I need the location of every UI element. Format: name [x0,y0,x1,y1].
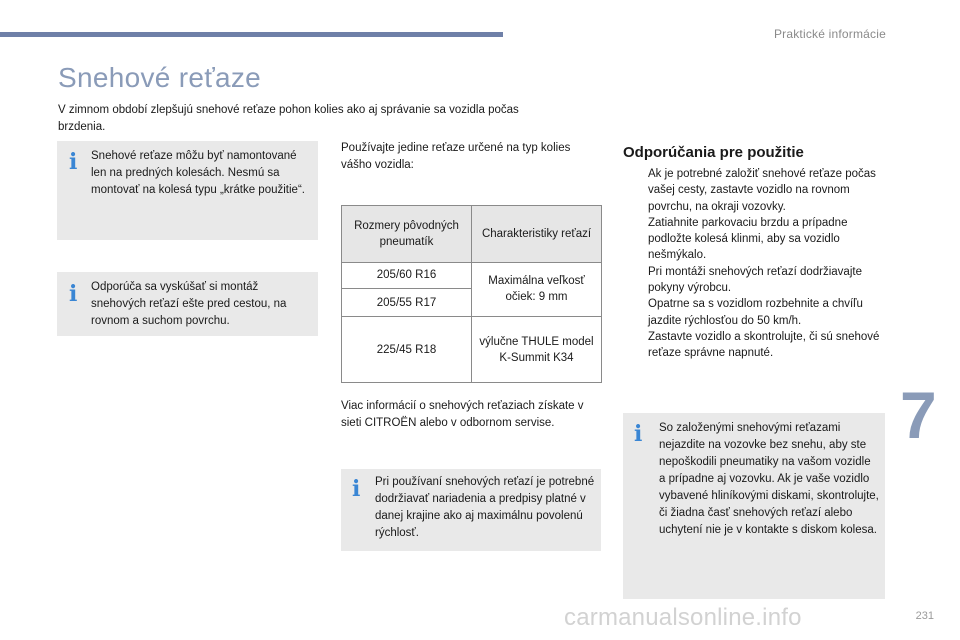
recommendations-heading: Odporúčania pre použitie [623,144,804,161]
table-header-chain-spec: Charakteristiky reťazí [472,206,602,263]
table-cell-chain-merged: Maximálna veľkosť očiek: 9 mm [472,262,602,317]
info-text: Pri používaní snehových reťazí je potrebné dodržiavať nariadenia a predpisy platné v danej krajine ako aj maximálnu povolenú rýchlosť. [375,476,595,539]
info-icon: i [69,281,78,307]
snow-chains-table [341,205,602,383]
list-item: Pri montáži snehových reťazí dodržiavajte pokyny výrobcu. [648,265,862,295]
list-item: Ak je potrebné založiť snehové reťaze počas vašej cesty, zastavte vozidlo na rovnom povrchu, na okraji vozovky. [648,168,876,213]
section-label: Praktické informácie [773,27,886,41]
page-number: 231 [915,610,934,622]
recommendations-list [623,166,885,362]
info-icon: i [69,149,78,175]
info-box-test-fitting [57,272,318,336]
table-row [342,262,602,288]
table-row [342,317,602,383]
list-item: Zastavte vozidlo a skontrolujte, či sú snehové reťaze správne napnuté. [648,330,880,360]
info-box-front-wheels [57,141,318,240]
chains-intro-text: Používajte jedine reťaze určené na typ kolies vášho vozidla: [341,142,571,171]
info-icon: i [352,476,361,502]
list-item: Opatrne sa s vozidlom rozbehnite a chvíľu jazdite rýchlosťou do 50 km/h. [648,298,863,327]
table-header-row [342,206,602,263]
table-cell-chain: výlučne THULE model K-Summit K34 [472,317,602,383]
header-accent-bar [0,32,503,37]
table-cell-tyre: 205/55 R17 [342,288,472,316]
info-text: Snehové reťaze môžu byť namontované len na predných kolesách. Nesmú sa montovať na kolesá typu „krátke použitie“. [91,150,305,196]
info-box-no-snow-warning [623,413,885,599]
table-cell-tyre: 225/45 R18 [342,317,472,383]
info-text: So založenými snehovými reťazami nejazdite na vozovke bez snehu, aby ste nepoškodili pneumatiky na vašom vozidle a prípadne aj vozovku. Ak je vaše vozidlo vybavené hliníkovými diskami, skontrolujte, či žiadna časť snehových reťazí alebo uchytení nie je v kontakte s diskom kolesa. [659,422,879,536]
table-cell-tyre: 205/60 R16 [342,262,472,288]
info-box-regulations [341,469,601,551]
info-icon: i [634,421,643,447]
list-item: Zatiahnite parkovaciu brzdu a prípadne podložte kolesá klinmi, aby sa vozidlo nešmýkalo. [648,216,848,262]
chains-more-info-text: Viac informácií o snehových reťaziach získate v sieti CITROËN alebo v odbornom servise. [341,400,584,429]
chapter-number: 7 [900,378,937,452]
info-text: Odporúča sa vyskúšať si montáž snehových reťazí ešte pred cestou, na rovnom a suchom povrchu. [91,281,287,327]
intro-paragraph: V zimnom období zlepšujú snehové reťaze pohon kolies ako aj správanie sa vozidla počas brzdenia. [58,104,519,133]
table-header-tyre-size: Rozmery pôvodných pneumatík [342,206,472,263]
page-title: Snehové reťaze [58,62,262,93]
watermark: carmanualsonline.info [564,604,802,631]
